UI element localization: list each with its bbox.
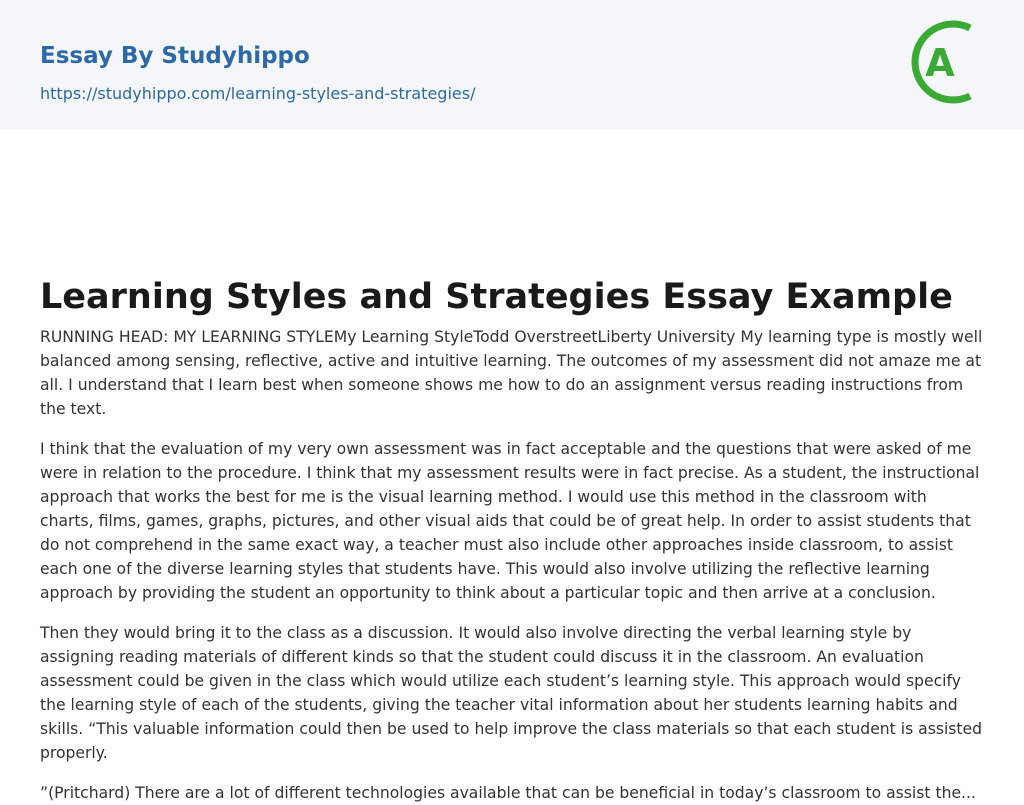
studyhippo-logo-icon[interactable] [906, 18, 988, 106]
page-url-link[interactable]: https://studyhippo.com/learning-styles-and-strategies/ [40, 84, 476, 103]
article-paragraph-4: ”(Pritchard) There are a lot of different technologies available that can be beneficial in today’s classroom to assist the... [40, 784, 976, 802]
article-title: Learning Styles and Strategies Essay Example [40, 277, 953, 317]
article-paragraph-2: I think that the evaluation of my very own assessment was in fact acceptable and the questions that were asked of me were in relation to the procedure. I think that my assessment results were in fact precise. As a student, the instructional approach that works the best for me is the visual learning method. I would use this method in the classroom with charts, films, games, graphs, pictures, and other visual aids that could be of great help. In order to assist students that do not comprehend in the same exact way, a teacher must also include other approaches inside classroom, to assist each one of the diverse learning styles that students have. This would also involve utilizing the reflective learning approach by providing the student an opportunity to think about a particular topic and then arrive at a conclusion. [40, 440, 980, 602]
article-paragraph-3: Then they would bring it to the class as a discussion. It would also involve directing the verbal learning style by assigning reading materials of different kinds so that the student could discuss it in the classroom. An evaluation assessment could be given in the class which would utilize each student’s learning style. This approach would specify the learning style of each of the students, giving the teacher vital information about her students learning habits and skills. “This valuable information could then be used to help improve the class materials so that each student is assisted properly. [40, 624, 983, 762]
article-paragraph-1: RUNNING HEAD: MY LEARNING STYLEMy Learning StyleTodd OverstreetLiberty University My learning type is mostly well balanced among sensing, reflective, active and intuitive learning. The outcomes of my assessment did not amaze me at all. I understand that I learn best when someone shows me how to do an assignment versus reading instructions from the text. [40, 328, 983, 418]
site-header [0, 0, 1024, 129]
article-body [0, 129, 1024, 805]
site-brand[interactable]: Essay By Studyhippo [40, 43, 310, 69]
logo-letter: A [925, 41, 955, 85]
